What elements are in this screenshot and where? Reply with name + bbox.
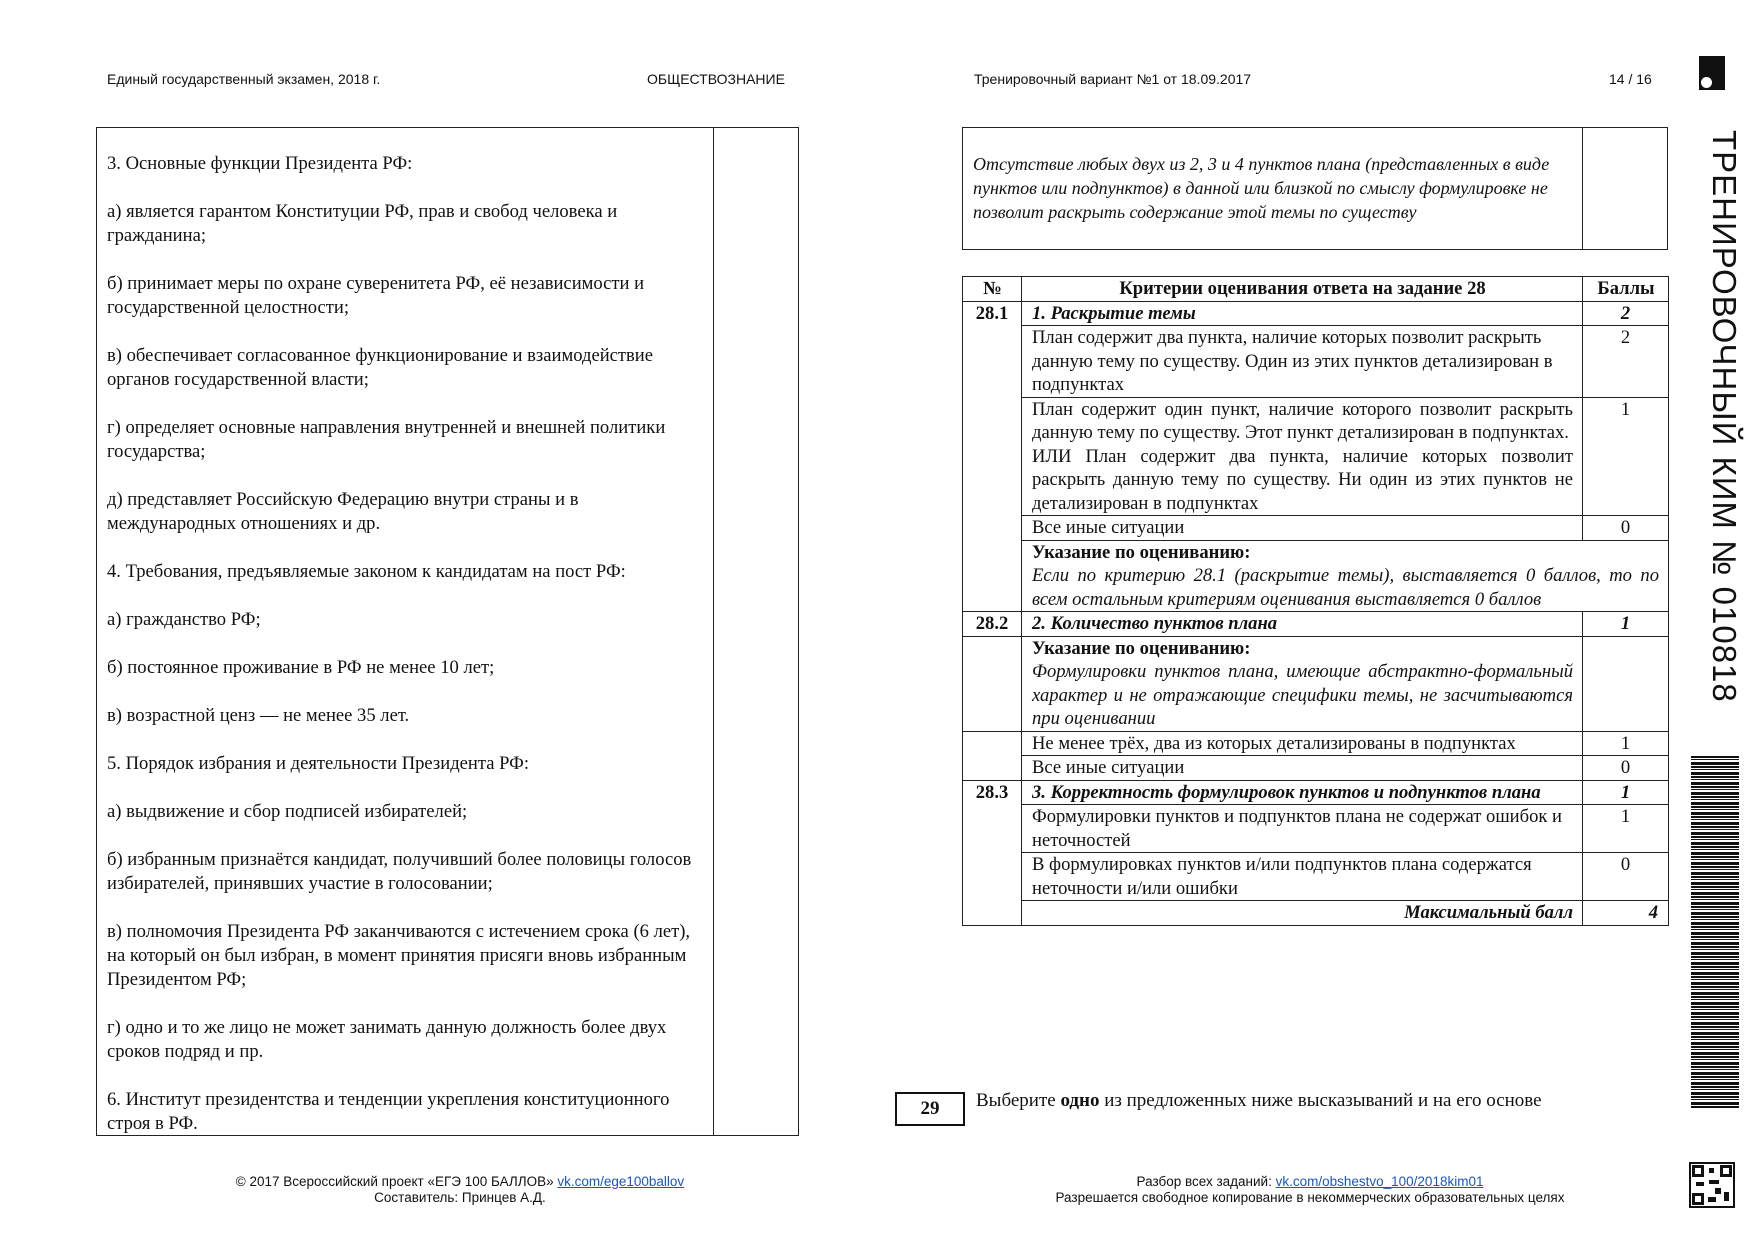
footer-analysis-text: Разбор всех заданий:	[1136, 1174, 1276, 1189]
plan-paragraph: 6. Институт президентства и тенденции укрепления конституционного строя в РФ.	[107, 1089, 670, 1134]
score-description: Все иные ситуации	[1022, 516, 1583, 541]
criterion-row	[963, 301, 1669, 326]
plan-paragraph: в) обеспечивает согласованное функционирование и взаимодействие органов государственной власти;	[107, 345, 654, 390]
hint-title: Указание по оцениванию:	[1032, 637, 1251, 659]
score-description: Формулировки пунктов и подпунктов плана не содержат ошибок и неточностей	[1022, 805, 1583, 853]
plan-paragraph: б) постоянное проживание в РФ не менее 10 лет;	[107, 657, 495, 678]
criterion-number: 28.3	[963, 780, 1022, 805]
score-points: 0	[1583, 756, 1669, 781]
header-points: Баллы	[1583, 277, 1669, 302]
criterion-row	[963, 612, 1669, 637]
criteria-table	[962, 276, 1669, 926]
plan-paragraph: г) одно и то же лицо не может занимать данную должность более двух сроков подряд и пр.	[107, 1017, 667, 1062]
criterion-title: 1. Раскрытие темы	[1022, 301, 1583, 326]
scoring-hint	[1022, 636, 1583, 731]
table-row	[963, 853, 1669, 901]
corner-marker-icon	[1699, 56, 1725, 90]
footer-copying-notice: Разрешается свободное копирование в некоммерческих образовательных целях	[1055, 1190, 1565, 1205]
table-row	[963, 326, 1669, 398]
header-exam-title: Единый государственный экзамен, 2018 г.	[107, 71, 381, 87]
footer-copyright-text: © 2017 Всероссийский проект «ЕГЭ 100 БАЛЛОВ»	[235, 1174, 558, 1189]
table-row	[963, 540, 1669, 612]
header-subject: ОБЩЕСТВОЗНАНИЕ	[647, 71, 785, 87]
score-description: План содержит два пункта, наличие которых позволит раскрыть данную тему по существу. Один из этих пунктов детализирован в подпунктах	[1022, 326, 1583, 398]
header-page-number: 14 / 16	[1609, 71, 1652, 87]
score-points: 1	[1583, 805, 1669, 853]
scoring-hint	[1022, 540, 1669, 612]
criterion-row	[963, 780, 1669, 805]
score-points: 0	[1583, 516, 1669, 541]
task-text-bold: одно	[1060, 1090, 1100, 1111]
column-divider	[1582, 128, 1583, 249]
plan-paragraph: в) полномочия Президента РФ заканчиваются с истечением срока (6 лет), на который он был избран, в момент принятия присяги вновь избранным Президентом РФ;	[107, 921, 691, 990]
header-criteria: Критерии оценивания ответа на задание 28	[1022, 277, 1583, 302]
hint-text: Формулировки пунктов плана, имеющие абстрактно-формальный характер и не отражающие специфики темы, не засчитываются при оценивании	[1032, 661, 1573, 729]
footer-author: Составитель: Принцев А.Д.	[374, 1190, 546, 1205]
plan-paragraph: а) является гарантом Конституции РФ, прав и свобод человека и гражданина;	[107, 201, 618, 246]
barcode-icon	[1691, 756, 1739, 1108]
table-row	[963, 731, 1669, 756]
total-label: Максимальный балл	[1022, 901, 1583, 926]
total-row	[963, 901, 1669, 926]
plan-paragraph: г) определяет основные направления внутренней и внешней политики государства;	[107, 417, 666, 462]
task-number-box: 29	[895, 1092, 965, 1126]
plan-paragraph: 5. Порядок избрания и деятельности Президента РФ:	[107, 753, 530, 774]
score-points: 1	[1583, 731, 1669, 756]
task-text-end: из предложенных ниже высказываний и на его основе	[1099, 1090, 1542, 1111]
plan-paragraph: а) гражданство РФ;	[107, 609, 261, 630]
footer-copyright	[200, 1174, 720, 1190]
vertical-kim-title: ТРЕНИРОВОЧНЫЙ КИМ № 010818	[1706, 130, 1743, 703]
score-points: 1	[1583, 397, 1669, 516]
total-value: 4	[1583, 901, 1669, 926]
header-num: №	[963, 277, 1022, 302]
footer-analysis	[1020, 1174, 1600, 1190]
plan-paragraph: д) представляет Российскую Федерацию внутри страны и в международных отношениях и др.	[107, 489, 579, 534]
footer-right	[1020, 1174, 1600, 1206]
header-variant: Тренировочный вариант №1 от 18.09.2017	[974, 71, 1252, 87]
hint-text: Если по критерию 28.1 (раскрытие темы), выставляется 0 баллов, то по всем остальным критериям оценивания выставляется 0 баллов	[1032, 565, 1659, 610]
score-description-b: ИЛИ План содержит два пункта, наличие которых позволит раскрыть данную тему по существу. Ни один из этих пунктов не детализирован в подпунктах	[1032, 445, 1573, 514]
task-text	[976, 1090, 1542, 1112]
qr-code-icon	[1689, 1162, 1735, 1208]
plan-text	[107, 152, 707, 1160]
table-row	[963, 516, 1669, 541]
criterion-max: 1	[1583, 780, 1669, 805]
table-row	[963, 636, 1669, 731]
table-row	[963, 397, 1669, 516]
plan-paragraph: 4. Требования, предъявляемые законом к кандидатам на пост РФ:	[107, 561, 626, 582]
criterion-max: 1	[1583, 612, 1669, 637]
score-description	[1022, 397, 1583, 516]
score-description-a: План содержит один пункт, наличие которого позволит раскрыть данную тему по существу. Этот пункт детализирован в подпунктах.	[1032, 398, 1573, 443]
task-text-start: Выберите	[976, 1090, 1061, 1111]
score-description: В формулировках пунктов и/или подпунктов плана содержатся неточности и/или ошибки	[1022, 853, 1583, 901]
column-divider	[713, 128, 714, 1135]
plan-paragraph: 3. Основные функции Президента РФ:	[107, 153, 413, 174]
hint-title: Указание по оцениванию:	[1032, 541, 1251, 563]
plan-paragraph: а) выдвижение и сбор подписей избирателей;	[107, 801, 468, 822]
table-header-row	[963, 277, 1669, 302]
criterion-number: 28.2	[963, 612, 1022, 637]
criterion-max: 2	[1583, 301, 1669, 326]
footer-link-analysis[interactable]: vk.com/obshestvo_100/2018kim01	[1275, 1174, 1484, 1189]
score-description: Все иные ситуации	[1022, 756, 1583, 781]
table-row	[963, 756, 1669, 781]
score-points: 2	[1583, 326, 1669, 398]
note-text: Отсутствие любых двух из 2, 3 и 4 пунктов плана (представленных в виде пунктов или подпунктов) в данной или близкой по смыслу формулировке не позволит раскрыть содержание этой темы по существу	[973, 154, 1550, 222]
plan-paragraph: б) избранным признаётся кандидат, получивший более половицы голосов избирателей, принявших участие в голосовании;	[107, 849, 692, 894]
answer-plan-box	[96, 127, 799, 1136]
table-row	[963, 805, 1669, 853]
criterion-title: 3. Корректность формулировок пунктов и подпунктов плана	[1022, 780, 1583, 805]
note-box	[962, 127, 1668, 250]
criterion-number: 28.1	[963, 301, 1022, 326]
plan-paragraph: в) возрастной ценз — не менее 35 лет.	[107, 705, 410, 726]
footer-left	[200, 1174, 720, 1206]
footer-link-ege100[interactable]: vk.com/ege100ballov	[557, 1174, 685, 1189]
plan-paragraph: б) принимает меры по охране суверенитета РФ, её независимости и государственной целостности;	[107, 273, 645, 318]
score-points: 0	[1583, 853, 1669, 901]
criterion-title: 2. Количество пунктов плана	[1022, 612, 1583, 637]
score-description: Не менее трёх, два из которых детализированы в подпунктах	[1022, 731, 1583, 756]
